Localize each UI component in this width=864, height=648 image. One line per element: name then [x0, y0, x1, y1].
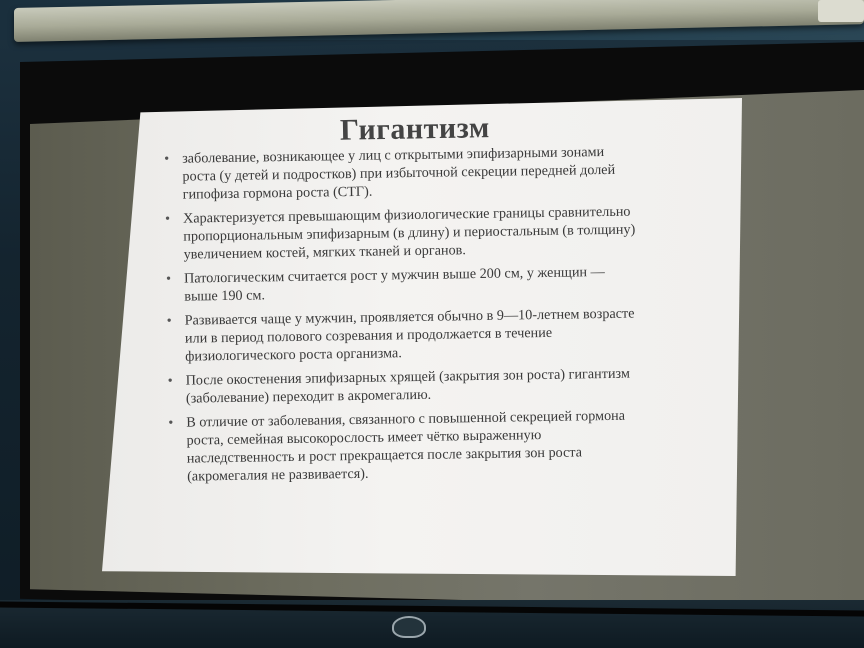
- slide-bullet: • Характеризуется превышающим физиологические границы сравнительно пропорциональным эпифизарным (в длину) и периостальным (в толщину) увеличением костей, мягких тканей и органов.: [161, 201, 722, 264]
- slide-bullet: • заболевание, возникающее у лиц с открытыми эпифизарными зонами роста (у детей и подростков) при избыточной секреции передней долей гипофиза гормона роста (СТГ).: [160, 141, 721, 204]
- slide-bullet: • После окостенения эпифизарных хрящей (закрытия зон роста) гигантизм (заболевание) переходит в акромегалию.: [163, 363, 723, 408]
- slide-bullet: • Развивается чаще у мужчин, проявляется обычно в 9—10-летнем возрасте или в период полового созревания и продолжается в течение физиологического роста организма.: [163, 303, 724, 366]
- slide-bullet: • Патологическим считается рост у мужчин выше 200 см, у женщин — выше 190 см.: [162, 261, 722, 306]
- screen-housing-end-cap: [818, 0, 864, 22]
- slide-bullet: • В отличие от заболевания, связанного с повышенной секрецией гормона роста, семейная высокорослость имеет чётко выраженную наследственность и рост прекращается после закрытия зон роста (акромегалия не развивается).: [164, 405, 725, 486]
- screen-pull-handle-icon: [392, 616, 426, 638]
- slide-bullet-list: [160, 141, 725, 492]
- slide-title: Гигантизм: [339, 111, 491, 147]
